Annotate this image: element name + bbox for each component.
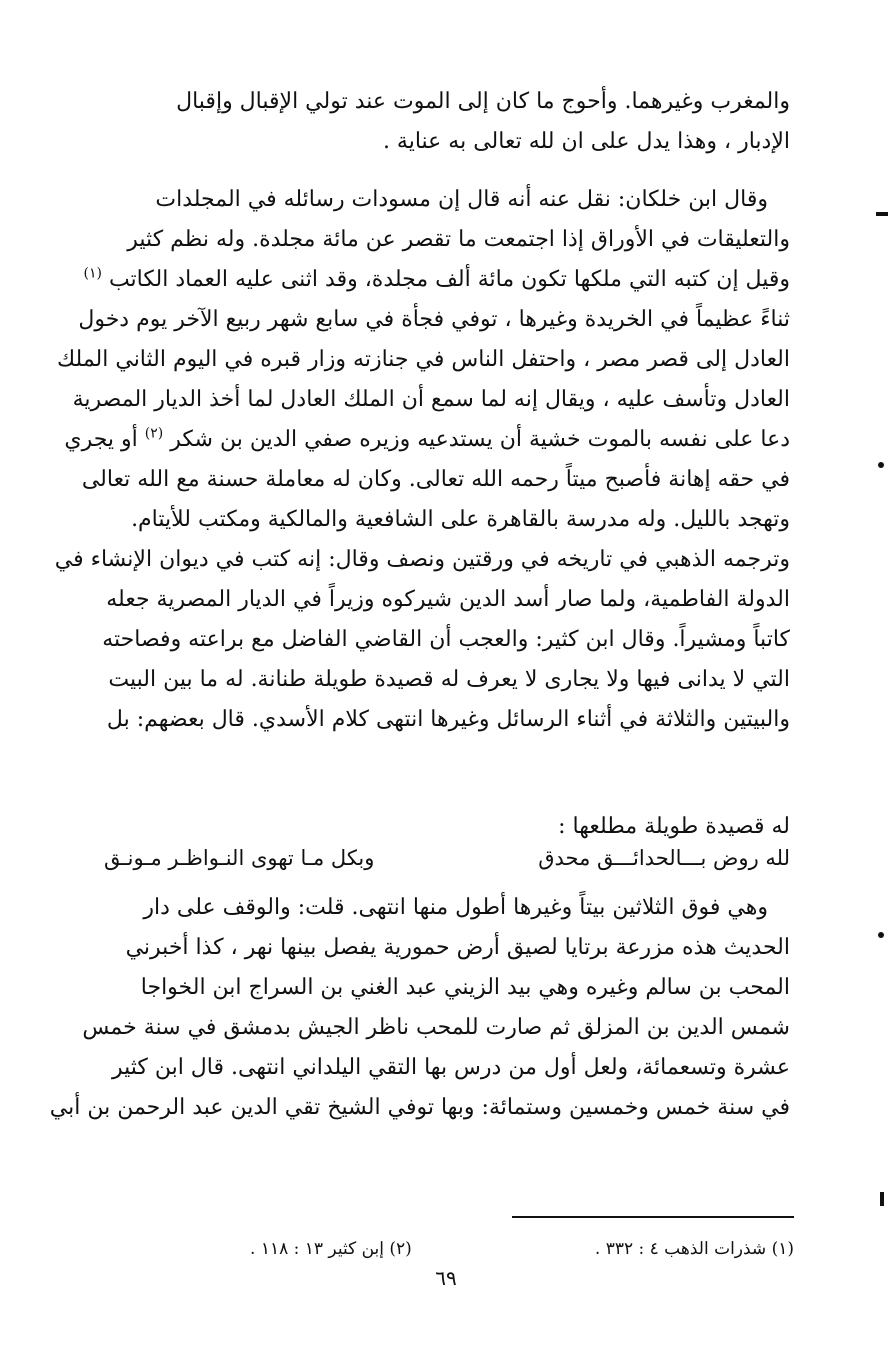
text-line-tail: أو يجري xyxy=(64,427,138,452)
text-line xyxy=(64,420,790,460)
text-line: وتهجد بالليل. وله مدرسة بالقاهرة على الشافعية والمالكية ومكتب للأيتام. xyxy=(131,507,790,532)
page-number: ٦٩ xyxy=(435,1266,457,1290)
footnote-separator xyxy=(512,1216,794,1218)
footnote-marker-2[interactable]: (٢) xyxy=(144,425,164,442)
paragraph-waqf xyxy=(49,888,790,1128)
text-line: والمغرب وغيرهما. وأحوج ما كان إلى الموت عند تولي الإقبال وإقبال xyxy=(176,89,790,114)
text-line: له قصيدة طويلة مطلعها : xyxy=(558,814,790,839)
text-line: الحديث هذه مزرعة برتايا لصيق أرض حمورية يفصل بينها نهر ، كذا أخبرني xyxy=(125,935,790,960)
poem-intro xyxy=(104,812,790,842)
poem-first-hemistich: لله روض بـــالحدائـــق محدق xyxy=(538,846,790,870)
paragraph-continuation xyxy=(104,82,790,162)
text-line: كاتباً ومشيراً. وقال ابن كثير: والعجب أن القاضي الفاضل مع براعته وفصاحته xyxy=(102,627,790,652)
text-line xyxy=(83,260,790,300)
text-line: الدولة الفاطمية، ولما صار أسد الدين شيركوه وزيراً في الديار المصرية جعله xyxy=(106,587,790,612)
paragraph-ibn-khallikan xyxy=(54,180,790,740)
text-line-body: دعا على نفسه بالموت خشية أن يستدعيه وزيره صفي الدين بن شكر xyxy=(170,427,790,452)
text-line: والبيتين والثلاثة في أثناء الرسائل وغيرها انتهى كلام الأسدي. قال بعضهم: بل xyxy=(106,707,790,732)
footnote-marker-1[interactable]: (١) xyxy=(83,265,102,282)
text-line: عشرة وتسعمائة، ولعل أول من درس بها التقي اليلداني انتهى. قال ابن كثير xyxy=(111,1055,790,1080)
text-line: وقال ابن خلكان: نقل عنه أنه قال إن مسودات رسائله في المجلدات xyxy=(155,187,768,212)
footnotes xyxy=(250,1236,794,1262)
text-line: الإدبار ، وهذا يدل على ان لله تعالى به عناية . xyxy=(382,129,790,154)
scan-edge-mark xyxy=(878,932,884,938)
text-line: التي لا يدانى فيها ولا يجارى لا يعرف له قصيدة طويلة طنانة. له ما بين البيت xyxy=(108,667,790,692)
text-line: شمس الدين بن المزلق ثم صارت للمحب ناظر الجيش بدمشق في سنة خمس xyxy=(82,1015,790,1040)
text-line: في سنة خمس وخمسين وستمائة: وبها توفي الشيخ تقي الدين عبد الرحمن بن أبي xyxy=(49,1095,790,1120)
text-line: والتعليقات في الأوراق إذا اجتمعت ما تقصر عن مائة مجلدة. وله نظم كثير xyxy=(127,227,790,252)
text-line: العادل وتأسف عليه ، ويقال إنه لما سمع أن الملك العادل لما أخذ الديار المصرية xyxy=(72,387,790,412)
scan-edge-mark xyxy=(878,462,884,468)
text-line: المحب بن سالم وغيره وهي بيد الزيني عبد الغني بن السراج ابن الخواجا xyxy=(140,975,790,1000)
scan-edge-mark xyxy=(876,212,888,216)
text-line: ثناءً عظيماً في الخريدة وغيرها ، توفي فجأة في سابع شهر ربيع الآخر يوم دخول xyxy=(78,307,790,332)
text-line: العادل إلى قصر مصر ، واحتفل الناس في جنازته وزار قبره في اليوم الثاني الملك xyxy=(57,347,790,372)
footnote-2: (٢) إبن كثير ١٣ : ١١٨ . xyxy=(250,1239,412,1259)
scan-edge-mark xyxy=(880,1192,884,1206)
footnote-1: (١) شذرات الذهب ٤ : ٣٣٢ . xyxy=(594,1239,794,1259)
poem-second-hemistich: وبكل مـا تهوى النـواظـر مـونـق xyxy=(104,846,375,870)
text-line-body: وقيل إن كتبه التي ملكها تكون مائة ألف مجلدة، وقد اثنى عليه العماد الكاتب xyxy=(108,267,790,292)
text-line: في حقه إهانة فأصبح ميتاً رحمه الله تعالى. وكان له معاملة حسنة مع الله تعالى xyxy=(81,467,790,492)
text-line: وهي فوق الثلاثين بيتاً وغيرها أطول منها انتهى. قلت: والوقف على دار xyxy=(143,895,768,920)
poem-verse xyxy=(104,842,790,874)
text-line: وترجمه الذهبي في تاريخه في ورقتين ونصف وقال: إنه كتب في ديوان الإنشاء في xyxy=(54,547,790,572)
